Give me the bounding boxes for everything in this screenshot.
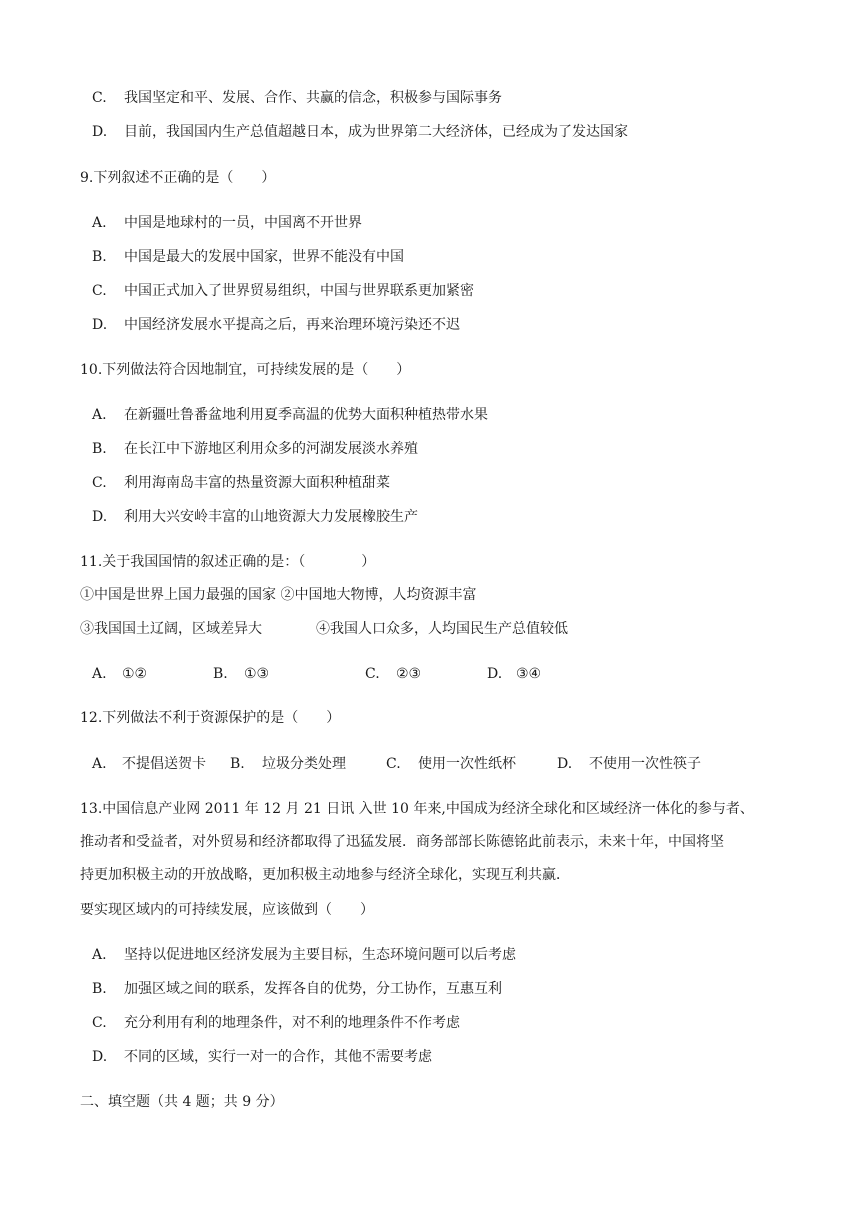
option-letter: B. [213, 666, 228, 682]
option-text: 中国是地球村的一员，中国离不开世界 [124, 215, 362, 231]
option-letter: A. [92, 756, 107, 772]
option-letter: B. [230, 756, 245, 772]
option-text: 垃圾分类处理 [262, 756, 346, 772]
option-letter: D. [487, 666, 503, 682]
option-text: 利用海南岛丰富的热量资源大面积种植甜菜 [124, 475, 390, 491]
option-letter: C. [92, 90, 107, 106]
option-letter: C. [365, 666, 380, 682]
option-letter: B. [92, 981, 107, 997]
option-letter: D. [92, 1049, 108, 1065]
question-stem: 11.关于我国国情的叙述正确的是：（ ） [80, 554, 376, 570]
option-text: 不提倡送贺卡 [122, 756, 206, 772]
question-stem: 12.下列做法不利于资源保护的是（ ） [80, 710, 341, 726]
option-text: ③④ [516, 666, 542, 682]
option-letter: B. [92, 249, 107, 265]
question-stem: 10.下列做法符合因地制宜，可持续发展的是（ ） [80, 362, 411, 378]
option-text: ②③ [396, 666, 422, 682]
statement-line: ③我国国土辽阔，区域差异大 [80, 621, 262, 637]
option-letter: D. [92, 509, 108, 525]
question-stem-line: 持更加积极主动的开放战略，更加积极主动地参与经济全球化，实现互利共赢． [80, 867, 570, 883]
option-letter: A. [92, 947, 107, 963]
option-text: ①② [122, 666, 148, 682]
option-text: 在长江中下游地区利用众多的河湖发展淡水养殖 [124, 441, 418, 457]
option-text: 目前，我国国内生产总值超越日本，成为世界第二大经济体，已经成为了发达国家 [124, 124, 628, 140]
option-letter: C. [92, 1015, 107, 1031]
option-letter: C. [92, 475, 107, 491]
option-letter: D. [92, 317, 108, 333]
option-text: 中国正式加入了世界贸易组织，中国与世界联系更加紧密 [124, 283, 474, 299]
statement-line: ①中国是世界上国力最强的国家 ②中国地大物博，人均资源丰富 [80, 587, 477, 603]
option-text: 在新疆吐鲁番盆地利用夏季高温的优势大面积种植热带水果 [124, 407, 488, 423]
option-text: 加强区域之间的联系，发挥各自的优势，分工协作，互惠互利 [124, 981, 502, 997]
option-letter: C. [386, 756, 401, 772]
option-text: 不同的区域，实行一对一的合作，其他不需要考虑 [124, 1049, 432, 1065]
option-letter: A. [92, 215, 107, 231]
option-text: ①③ [244, 666, 270, 682]
option-text: 坚持以促进地区经济发展为主要目标，生态环境问题可以后考虑 [124, 947, 516, 963]
option-text: 中国是最大的发展中国家，世界不能没有中国 [124, 249, 404, 265]
option-text: 中国经济发展水平提高之后，再来治理环境污染还不迟 [124, 317, 460, 333]
option-letter: C. [92, 283, 107, 299]
question-stem-line: 13.中国信息产业网 2011 年 12 月 21 日讯 入世 10 年来,中国成为经济全球化和区域经济一体化的参与者、 [80, 801, 754, 817]
option-text: 充分利用有利的地理条件，对不利的地理条件不作考虑 [124, 1015, 460, 1031]
option-text: 利用大兴安岭丰富的山地资源大力发展橡胶生产 [124, 509, 418, 525]
option-text: 使用一次性纸杯 [418, 756, 516, 772]
option-letter: B. [92, 441, 107, 457]
question-stem: 9.下列叙述不正确的是（ ） [80, 170, 276, 186]
section-heading: 二、填空题（共 4 题；共 9 分） [80, 1094, 284, 1110]
statement-line: ④我国人口众多，人均国民生产总值较低 [316, 621, 568, 637]
option-letter: D. [92, 124, 108, 140]
option-text: 不使用一次性筷子 [589, 756, 701, 772]
option-letter: D. [557, 756, 573, 772]
option-text: 我国坚定和平、发展、合作、共赢的信念，积极参与国际事务 [124, 90, 502, 106]
option-letter: A. [92, 666, 107, 682]
question-stem: 要实现区域内的可持续发展，应该做到（ ） [80, 902, 374, 918]
question-stem-line: 推动者和受益者，对外贸易和经济都取得了迅猛发展．商务部部长陈德铭此前表示，未来十年，中国将坚 [80, 834, 724, 850]
option-letter: A. [92, 407, 107, 423]
